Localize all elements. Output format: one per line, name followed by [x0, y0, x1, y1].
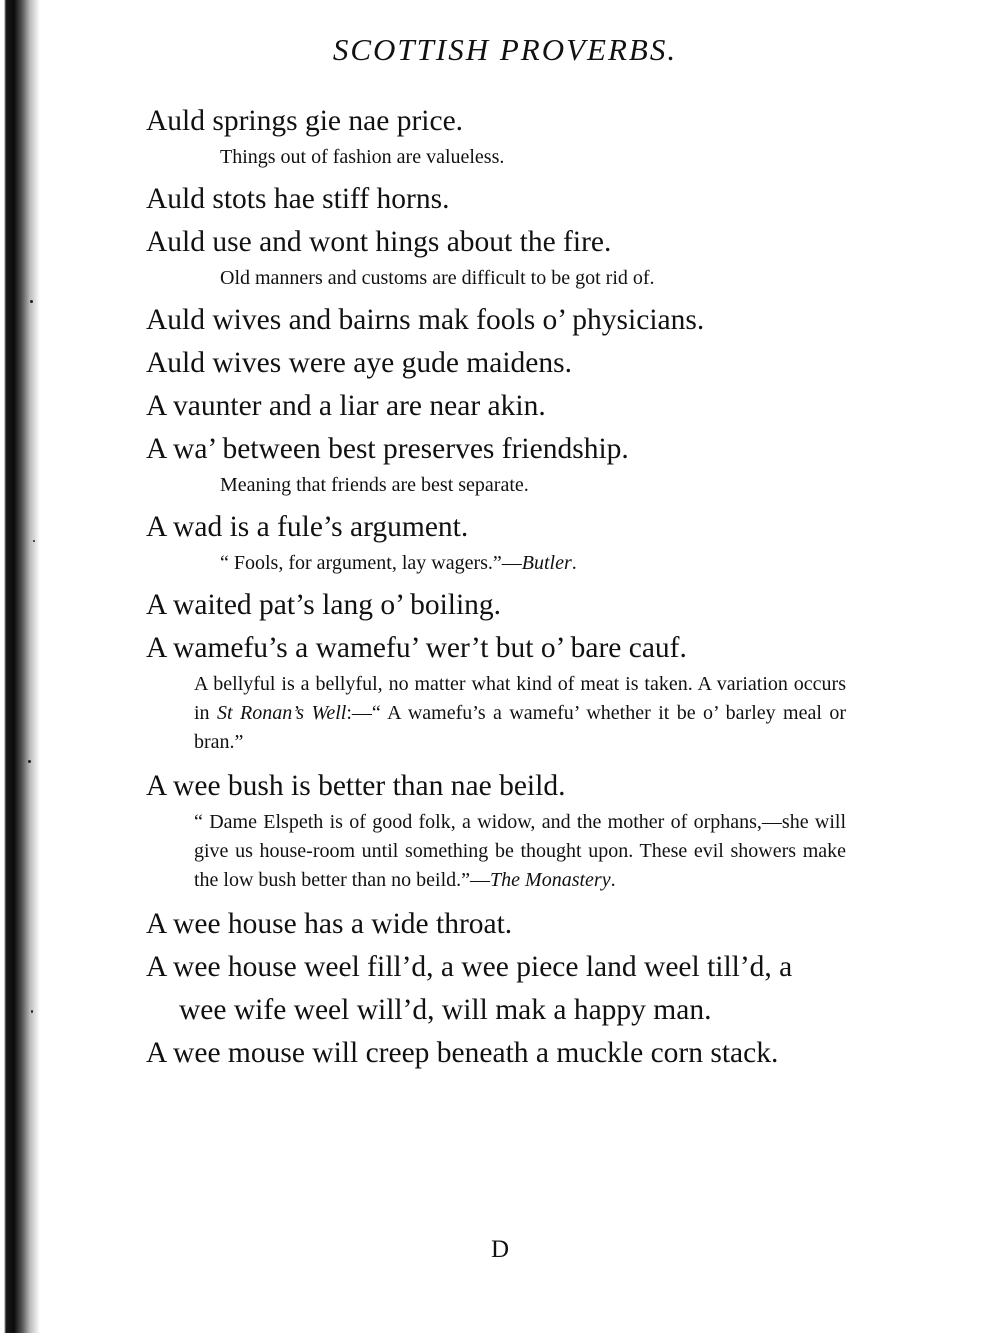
cited-author: Butler	[521, 552, 572, 574]
proverb-entry: A wee mouse will creep beneath a muckle corn stack.	[146, 1037, 779, 1069]
proverb-entry: A wamefu’s a wamefu’ wer’t but o’ bare cauf.	[146, 632, 687, 664]
cited-work: St Ronan’s Well	[217, 702, 347, 724]
binding-gutter-shadow	[0, 0, 40, 1333]
proverb-entry: Auld springs gie nae price.	[146, 105, 464, 137]
proverb-entry: A wee house weel fill’d, a wee piece land weel till’d, a wee wife weel will’d, will mak a happy man.	[146, 951, 793, 1026]
proverb-gloss: Old manners and customs are difficult to be got rid of.	[220, 267, 655, 289]
proverb-entry: Auld wives and bairns mak fools o’ physicians.	[146, 304, 705, 336]
proverb-entry: A waited pat’s lang o’ boiling.	[146, 589, 502, 621]
proverb-entry: A wee house has a wide throat.	[146, 908, 513, 940]
proverb-gloss: “ Dame Elspeth is of good folk, a widow, and the mother of orphans,—she will give us house-room until something be thought upon. These evil showers make the low bush better than no beild.”—The Monastery.	[194, 811, 846, 891]
proverb-entry: A wad is a fule’s argument.	[146, 511, 469, 543]
proverb-entry: A vaunter and a liar are near akin.	[146, 390, 546, 422]
running-title: SCOTTISH PROVERBS.	[332, 32, 678, 67]
proverb-entry: A wa’ between best preserves friendship.	[146, 433, 629, 465]
proverb-gloss: A bellyful is a bellyful, no matter what kind of meat is taken. A variation occurs in St Ronan’s Well:—“ A wamefu’s a wamefu’ whether it be o’ barley meal or bran.”	[194, 673, 847, 753]
proverb-entry: Auld stots hae stiff horns.	[146, 183, 450, 215]
proverb-entry: Auld use and wont hings about the fire.	[146, 226, 612, 258]
proverb-entry: A wee bush is better than nae beild.	[146, 770, 566, 802]
proverb-gloss: Things out of fashion are valueless.	[220, 146, 505, 168]
cited-work: The Monastery	[490, 869, 611, 891]
proverb-gloss: “ Fools, for argument, lay wagers.”—Butler.	[220, 552, 577, 574]
proverb-entry: Auld wives were aye gude maidens.	[146, 347, 572, 379]
proverb-gloss: Meaning that friends are best separate.	[220, 474, 529, 496]
signature-mark: D	[490, 1236, 510, 1263]
proverb-list	[146, 100, 846, 1075]
